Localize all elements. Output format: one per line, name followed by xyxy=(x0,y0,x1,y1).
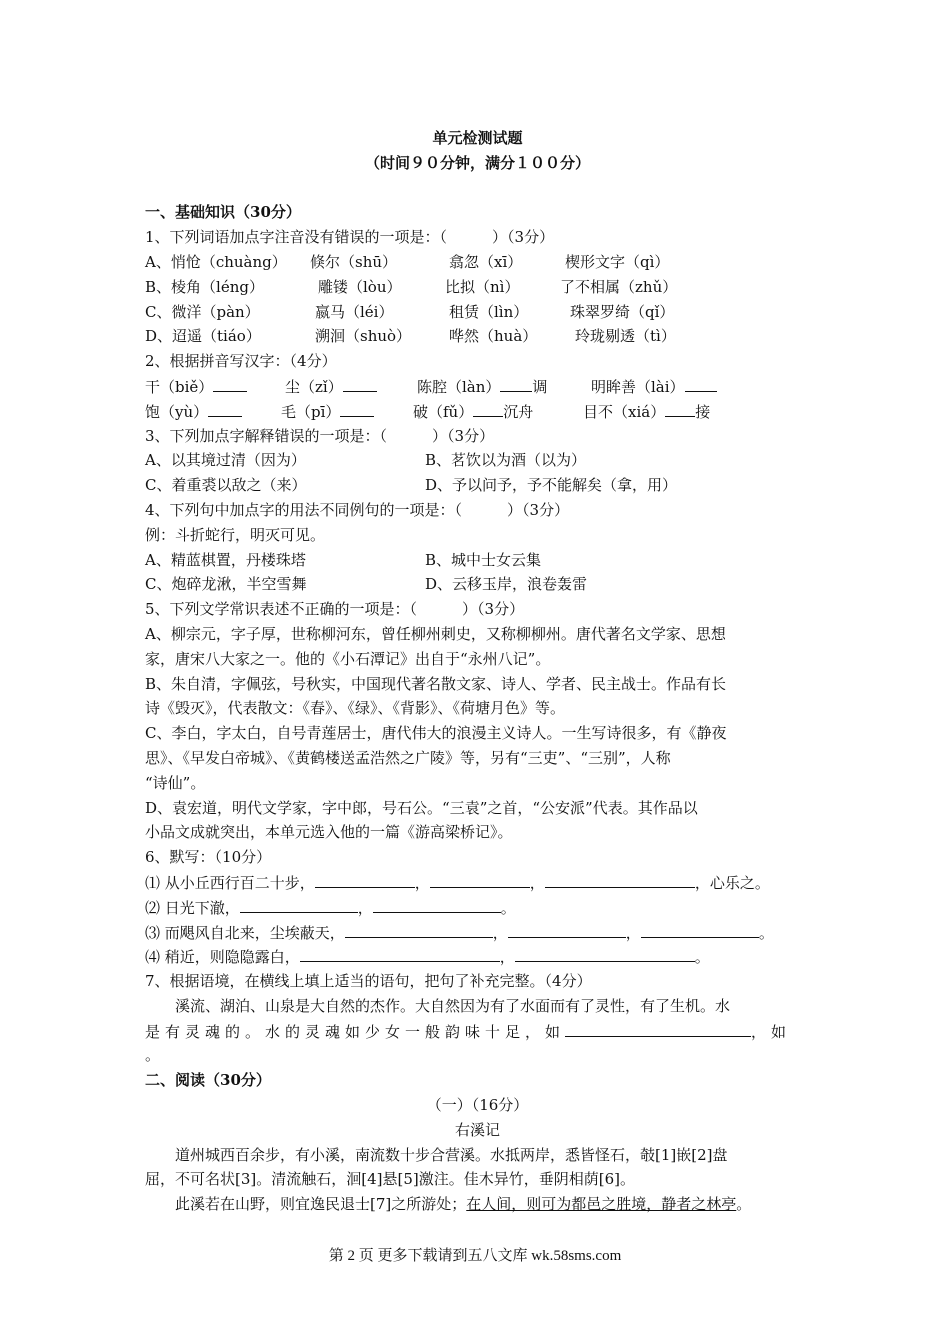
q2-r1-a-blank[interactable] xyxy=(213,374,247,392)
q5-a-line1: A、柳宗元，字子厚，世称柳河东，曾任柳州刺史，又称柳柳州。唐代著名文学家、思想 xyxy=(145,624,726,643)
q6-l1-comma: ， xyxy=(414,873,430,892)
q1-a-w4: 楔形文字（qì） xyxy=(565,252,670,271)
q2-r1-b: 尘（zǐ） xyxy=(285,377,343,396)
q4-option-a: A、精蓝棋置，丹楼珠塔 xyxy=(145,550,306,569)
q3-option-b: B、茗饮以为酒（以为） xyxy=(425,451,587,470)
q3-option-c: C、着重裘以敌之（来） xyxy=(145,476,307,495)
q2-row-2 xyxy=(145,399,810,424)
q6-l4-blank-1[interactable] xyxy=(300,944,500,962)
q1-d-w3: 哗然（huà） xyxy=(449,327,538,346)
q2-r1-c: 陈腔（làn） xyxy=(417,377,501,396)
essay-underlined-sentence: 在人间，则可为都邑之胜境，静者之林亭 xyxy=(466,1195,737,1214)
q4-stem: 4、下列句中加点字的用法不同例句的一项是：（ ）（3分） xyxy=(145,500,570,519)
q2-r2-b: 毛（pī） xyxy=(281,402,341,421)
essay-para-2: 屈，不可名状[3]。清流触石，洄[4]悬[5]激注。佳木异竹，垂阴相荫[6]。 xyxy=(145,1170,635,1189)
q2-r2-c-blank[interactable] xyxy=(473,399,503,417)
q1-b-w1: B、棱角（léng） xyxy=(145,277,264,296)
q6-l3-comma: ， xyxy=(492,923,508,942)
q6-stem: 6、默写：（10分） xyxy=(145,848,272,867)
q7-para-line3: 。 xyxy=(145,1046,161,1065)
q2-r2-a-blank[interactable] xyxy=(208,399,242,417)
q6-line-4 xyxy=(145,944,810,969)
q1-option-d xyxy=(145,324,810,349)
q6-l4-comma: ， xyxy=(499,948,515,967)
q5-a-line2: 家，唐宋八大家之一。他的《小石潭记》出自于“永州八记”。 xyxy=(145,649,551,668)
q1-option-b xyxy=(145,275,810,300)
q2-row-1 xyxy=(145,374,810,399)
q1-c-w2: 嬴马（léi） xyxy=(315,302,394,321)
q7-text-a: 是有灵魂的。水的灵魂如少女一般韵味十足，如 xyxy=(145,1022,566,1041)
q1-a-w3: 翕忽（xī） xyxy=(449,252,523,271)
q6-l2-comma: ， xyxy=(357,898,373,917)
q1-b-w3: 比拟（nì） xyxy=(445,277,520,296)
q6-l2-end: 。 xyxy=(500,898,516,917)
q2-r2-b-blank[interactable] xyxy=(340,399,374,417)
q6-l4-text: ⑷ 稍近，则隐隐露白， xyxy=(145,948,300,967)
q6-l3-end: 。 xyxy=(758,923,774,942)
q7-para-line2 xyxy=(145,1019,810,1044)
q3-option-d: D、予以问予，予不能解矣（拿，用） xyxy=(425,476,678,495)
section-1-heading: 一、基础知识（30分） xyxy=(145,203,301,222)
q6-l1-comma-2: ， xyxy=(529,873,545,892)
q6-l4-end: 。 xyxy=(694,948,710,967)
q3-stem: 3、下列加点字解释错误的一项是：（ ）（3分） xyxy=(145,426,495,445)
q1-a-w1: A、悄怆（chuàng） xyxy=(145,252,287,271)
q6-l1-blank-3[interactable] xyxy=(545,870,695,888)
q6-line-2 xyxy=(145,895,810,920)
q1-c-w4: 珠翠罗绮（qǐ） xyxy=(570,302,675,321)
q5-c-line2: 思》、《早发白帝城》、《黄鹤楼送孟浩然之广陵》等，另有“三吏”、“三别”，人称 xyxy=(145,748,671,767)
reading-part-label: （一）（16分） xyxy=(426,1096,529,1115)
q6-l3-blank-3[interactable] xyxy=(641,920,759,938)
essay-para-1: 道州城西百余步，有小溪，南流数十步合营溪。水抵两岸，悉皆怪石，攲[1]嵌[2]盘 xyxy=(175,1145,728,1164)
q2-r2-d2: 接 xyxy=(695,402,711,421)
q3-option-a: A、以其境过清（因为） xyxy=(145,451,306,470)
q6-l3-comma-2: ， xyxy=(625,923,641,942)
q1-option-c xyxy=(145,300,810,325)
q1-a-w2: 倏尔（shū） xyxy=(310,252,398,271)
q4-option-b: B、城中士女云集 xyxy=(425,550,542,569)
q2-r1-c-blank[interactable] xyxy=(500,374,532,392)
q1-d-w1: D、迢遥（tiáo） xyxy=(145,327,261,346)
q7-para-line1: 溪流、湖泊、山泉是大自然的杰作。大自然因为有了水面而有了灵性，有了生机。水 xyxy=(175,996,731,1015)
page-subtitle: （时间９０分钟，满分１００分） xyxy=(364,153,590,172)
q4-example: 例：斗折蛇行，明灭可见。 xyxy=(145,525,326,544)
q7-stem: 7、根据语境，在横线上填上适当的语句，把句了补充完整。（4分） xyxy=(145,972,592,991)
q1-b-w2: 雕镂（lòu） xyxy=(318,277,402,296)
q5-c-line3: “诗仙”。 xyxy=(145,773,206,792)
q1-stem: 1、下列词语加点字注音没有错误的一项是：（ ）（3分） xyxy=(145,228,555,247)
q2-r2-c2: 沉舟 xyxy=(503,402,534,421)
q6-line-3 xyxy=(145,920,810,945)
q2-r2-d: 目不（xiá） xyxy=(583,402,666,421)
q6-l3-text: ⑶ 而飓风自北来，尘埃蔽天， xyxy=(145,923,345,942)
q1-d-w4: 玲珑剔透（tì） xyxy=(575,327,676,346)
essay-para-3 xyxy=(145,1192,810,1217)
q5-b-line1: B、朱自清，字佩弦，号秋实，中国现代著名散文家、诗人、学者、民主战士。作品有长 xyxy=(145,674,727,693)
q2-r2-d-blank[interactable] xyxy=(665,399,695,417)
essay-p3-text: 此溪若在山野，则宜逸民退士[7]之所游处； xyxy=(175,1195,467,1214)
section-2-heading: 二、阅读（30分） xyxy=(145,1071,271,1090)
q5-d-line2: 小品文成就突出，本单元选入他的一篇《游高梁桥记》。 xyxy=(145,823,513,842)
q3-row-ab xyxy=(145,448,810,473)
q1-b-w4: 了不相属（zhǔ） xyxy=(560,277,678,296)
q7-blank-1[interactable] xyxy=(565,1019,751,1037)
exam-page xyxy=(145,126,810,1217)
q5-b-line2: 诗《毁灭》，代表散文：《春》、《绿》、《背影》、《荷塘月色》等。 xyxy=(145,699,566,718)
q1-option-a xyxy=(145,250,810,275)
q6-line-1 xyxy=(145,870,810,895)
q4-option-c: C、炮碎龙湫，半空雪舞 xyxy=(145,575,307,594)
q1-c-w1: C、微洋（pàn） xyxy=(145,302,260,321)
q2-stem: 2、根据拼音写汉字：（4分） xyxy=(145,352,337,371)
q2-r1-a: 干（biě） xyxy=(145,377,214,396)
essay-title: 右溪记 xyxy=(454,1120,500,1139)
q6-l1-text: ⑴ 从小丘西行百二十步， xyxy=(145,873,315,892)
q6-l4-blank-2[interactable] xyxy=(515,944,695,962)
q4-option-d: D、云移玉岸，浪卷轰雷 xyxy=(425,575,588,594)
q5-d-line1: D、袁宏道，明代文学家，字中郎，号石公。“三袁”之首，“公安派”代表。其作品以 xyxy=(145,798,698,817)
q6-l2-blank-2[interactable] xyxy=(373,895,501,913)
q6-l1-blank-2[interactable] xyxy=(430,870,530,888)
q2-r2-c: 破（fǔ） xyxy=(413,402,474,421)
q1-c-w3: 租赁（lìn） xyxy=(449,302,529,321)
q5-c-line1: C、李白，字太白，自号青莲居士，唐代伟大的浪漫主义诗人。一生写诗很多，有《静夜 xyxy=(145,724,727,743)
q4-row-cd xyxy=(145,572,810,597)
q6-l3-blank-1[interactable] xyxy=(345,920,493,938)
spacer xyxy=(145,176,810,201)
essay-p3-end: 。 xyxy=(736,1195,752,1214)
q1-d-w2: 溯洄（shuò） xyxy=(315,327,412,346)
q2-r1-b-blank[interactable] xyxy=(343,374,377,392)
q2-r2-a: 饱（yù） xyxy=(145,402,209,421)
q2-r1-d: 明眸善（lài） xyxy=(591,377,685,396)
q7-text-b: ，如 xyxy=(751,1022,792,1041)
q6-l2-text: ⑵ 日光下澈， xyxy=(145,898,240,917)
q6-l1-end: ，心乐之。 xyxy=(694,873,770,892)
q6-l1-blank-1[interactable] xyxy=(315,870,415,888)
q2-r1-c2: 调 xyxy=(532,377,548,396)
q2-r1-d-blank[interactable] xyxy=(685,374,717,392)
page-footer: 第 2 页 更多下载请到五八文库 wk.58sms.com xyxy=(328,1248,622,1264)
q6-l2-blank-1[interactable] xyxy=(240,895,358,913)
q3-row-cd xyxy=(145,473,810,498)
q5-stem: 5、下列文学常识表述不正确的一项是：（ ）（3分） xyxy=(145,600,525,619)
q6-l3-blank-2[interactable] xyxy=(508,920,626,938)
page-title: 单元检测试题 xyxy=(432,129,523,147)
q4-row-ab xyxy=(145,548,810,573)
